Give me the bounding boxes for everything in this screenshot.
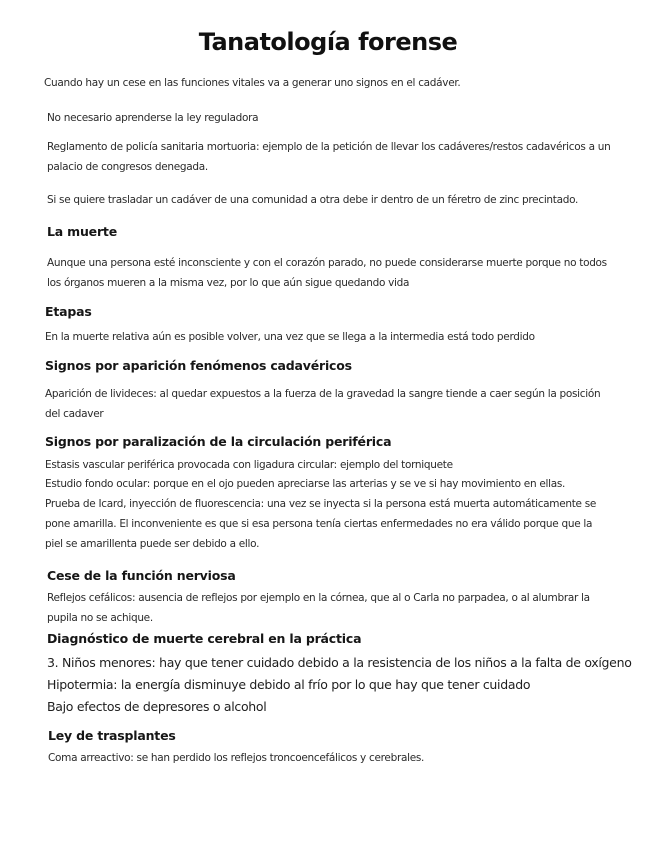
note-reglamento: Reglamento de policía sanitaria mortuoria: ejemplo de la petición de llevar los cadáveres/restos cadavéricos a un palacio de congresos denegada. <box>47 141 611 173</box>
list-item-hipotermia: Hipotermia: la energía disminuye debido al frío por lo que hay que tener cuidado <box>47 677 531 692</box>
note-ley-reguladora: No necesario aprenderse la ley reguladora <box>47 112 259 124</box>
paragraph-estasis: Estasis vascular periférica provocada con ligadura circular: ejemplo del torniquete <box>45 459 453 471</box>
paragraph-reflejos-cefalicos: Reflejos cefálicos: ausencia de reflejos por ejemplo en la córnea, que al o Carla no parpadea, o al alumbrar la pupila no se achique. <box>47 592 590 624</box>
intro-paragraph: Cuando hay un cese en las funciones vitales va a generar uno signos en el cadáver. <box>44 77 461 89</box>
heading-ley-trasplantes: Ley de trasplantes <box>48 728 176 743</box>
heading-diagnostico: Diagnóstico de muerte cerebral en la práctica <box>47 631 362 646</box>
page-title: Tanatología forense <box>198 28 458 56</box>
paragraph-prueba-icard: Prueba de Icard, inyección de fluorescencia: una vez se inyecta si la persona está muerta automáticamente se pone amarilla. El inconveniente es que si esa persona tenía ciertas enfermedades no era válido porque que la piel se amarillenta puede ser debido a ello. <box>45 498 597 550</box>
list-item-depresores: Bajo efectos de depresores o alcohol <box>47 699 267 714</box>
heading-signos-aparicion: Signos por aparición fenómenos cadavéricos <box>45 358 352 373</box>
list-item-ninos: 3. Niños menores: hay que tener cuidado debido a la resistencia de los niños a la falta de oxígeno <box>47 655 632 670</box>
heading-la-muerte: La muerte <box>47 224 117 239</box>
paragraph-coma-arreactivo: Coma arreactivo: se han perdido los reflejos troncoencefálicos y cerebrales. <box>48 752 425 764</box>
note-traslado: Si se quiere trasladar un cadáver de una comunidad a otra debe ir dentro de un féretro de zinc precintado. <box>47 194 579 206</box>
paragraph-signos-aparicion: Aparición de livideces: al quedar expuestos a la fuerza de la gravedad la sangre tiende a caer según la posición del cadaver <box>45 388 601 420</box>
heading-funcion-nerviosa: Cese de la función nerviosa <box>47 568 236 583</box>
paragraph-fondo-ocular: Estudio fondo ocular: porque en el ojo pueden apreciarse las arterias y se ve si hay movimiento en ellas. <box>45 478 566 490</box>
heading-etapas: Etapas <box>45 304 92 319</box>
heading-signos-paralizacion: Signos por paralización de la circulación periférica <box>45 434 392 449</box>
paragraph-etapas: En la muerte relativa aún es posible volver, una vez que se llega a la intermedia está todo perdido <box>45 331 535 343</box>
paragraph-la-muerte: Aunque una persona esté inconsciente y con el corazón parado, no puede considerarse muerte porque no todos los órganos mueren a la misma vez, por lo que aún sigue quedando vida <box>47 257 607 289</box>
